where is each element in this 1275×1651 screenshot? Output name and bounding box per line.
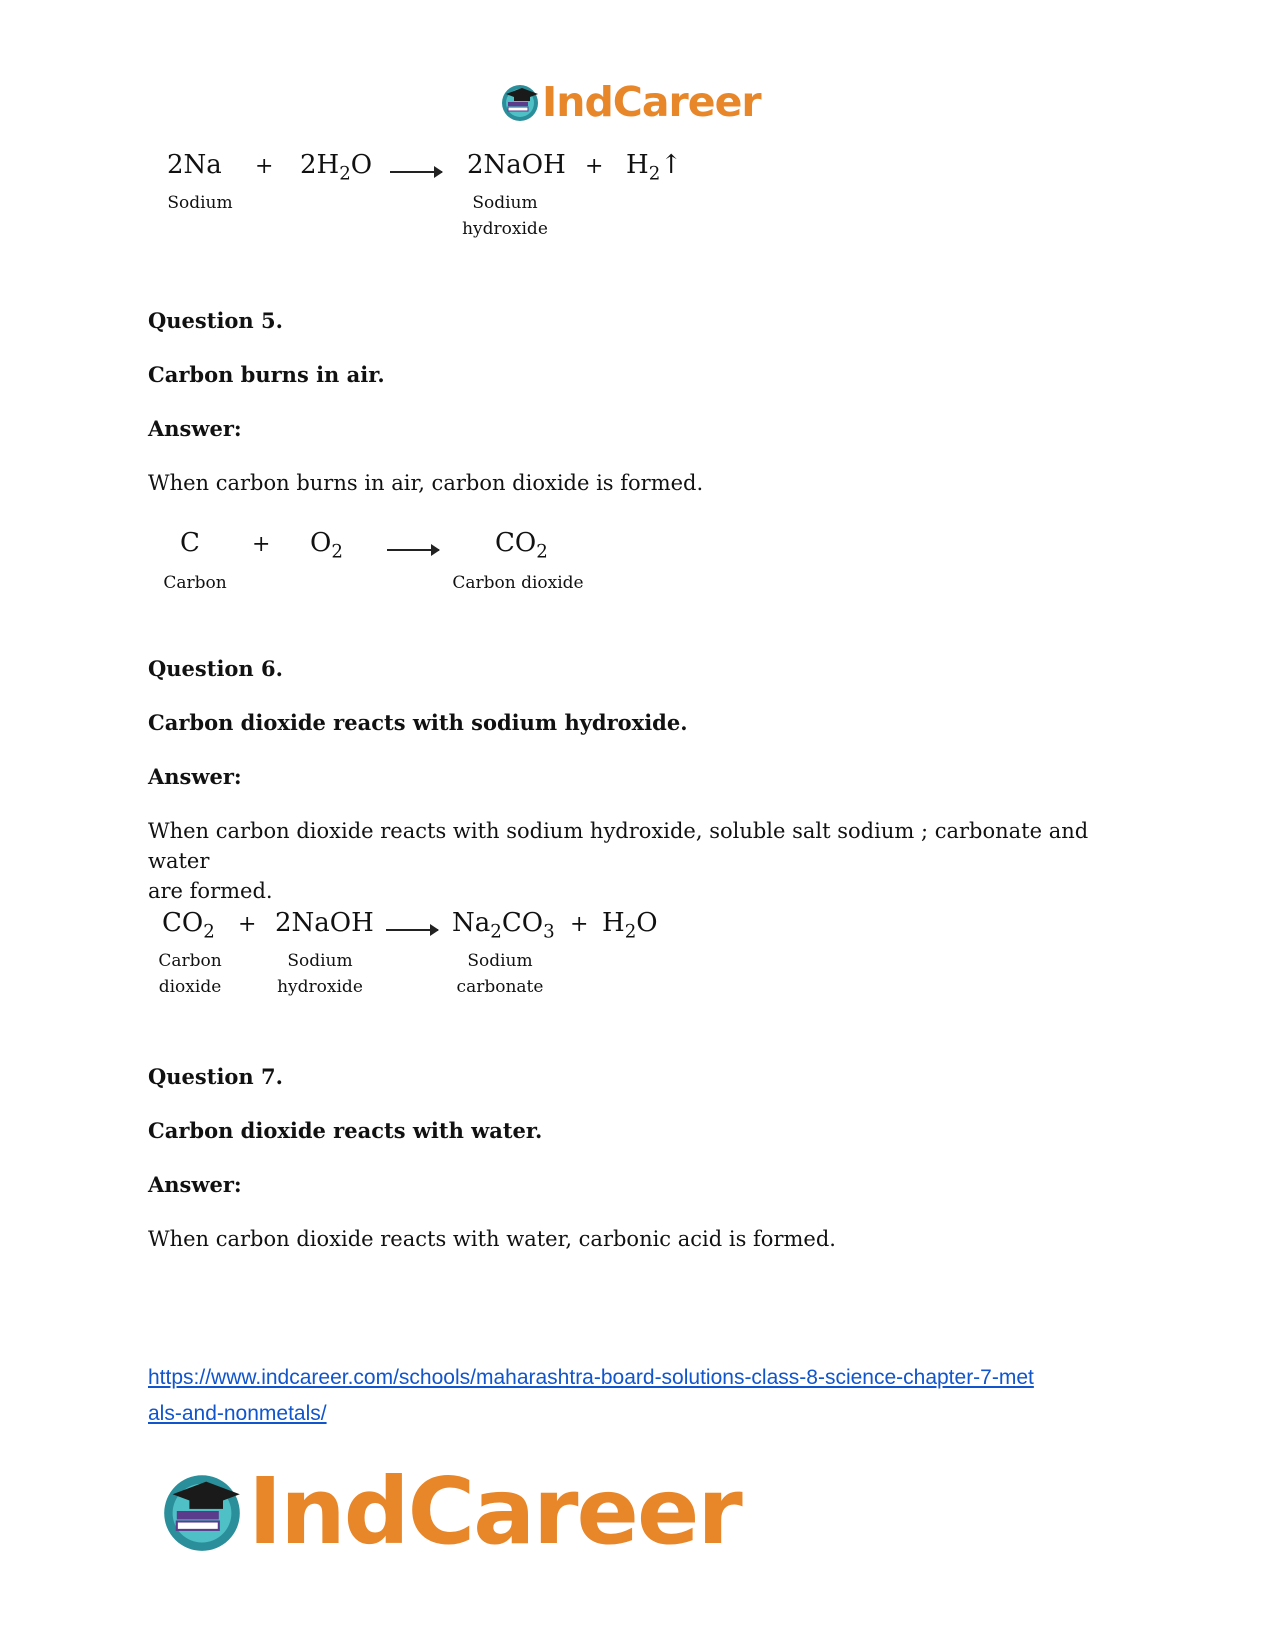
equation-co2-naoh bbox=[150, 908, 670, 1008]
reaction-arrow bbox=[386, 929, 438, 931]
reaction-arrow bbox=[390, 171, 442, 173]
brand-name: IndCareer bbox=[542, 78, 761, 126]
reaction-arrow bbox=[387, 549, 439, 551]
eq-plus: + bbox=[238, 912, 257, 937]
eq-term: $O_2$ bbox=[310, 528, 343, 563]
equation-carbon-oxygen bbox=[150, 528, 650, 598]
eq-label: Carbon dioxide bbox=[452, 573, 584, 593]
answer-label: Answer: bbox=[148, 416, 242, 441]
question-number: Question 7. bbox=[148, 1064, 283, 1089]
question-text: Carbon burns in air. bbox=[148, 362, 385, 387]
eq-label: Carbon dioxide bbox=[158, 951, 222, 997]
question-number: Question 6. bbox=[148, 656, 283, 681]
eq-plus: + bbox=[570, 912, 589, 937]
eq-term: $H_2↑$ bbox=[626, 150, 683, 185]
question-number: Question 5. bbox=[148, 308, 283, 333]
eq-term: 2NaOH bbox=[467, 150, 566, 180]
eq-label: Sodium hydroxide bbox=[277, 951, 363, 997]
indcareer-logo-top bbox=[500, 78, 761, 126]
answer-text: When carbon dioxide reacts with sodium hydroxide, soluble salt sodium ; carbonate and water are formed. bbox=[148, 819, 1089, 903]
graduation-globe-icon bbox=[160, 1469, 244, 1553]
eq-term: C bbox=[180, 528, 200, 558]
question-text: Carbon dioxide reacts with sodium hydroxide. bbox=[148, 710, 688, 735]
eq-plus: + bbox=[255, 154, 274, 179]
eq-term: 2Na bbox=[167, 150, 222, 180]
eq-term: 2NaOH bbox=[275, 908, 374, 938]
brand-name: IndCareer bbox=[248, 1457, 741, 1565]
answer-label: Answer: bbox=[148, 764, 242, 789]
eq-label: Sodium bbox=[167, 193, 233, 213]
eq-term: $H_2O$ bbox=[602, 908, 658, 943]
eq-label: Sodium carbonate bbox=[456, 951, 544, 997]
eq-label: Sodium hydroxide bbox=[462, 193, 548, 239]
eq-plus: + bbox=[585, 154, 604, 179]
eq-label: Carbon bbox=[163, 573, 227, 593]
source-link[interactable]: https://www.indcareer.com/schools/maharashtra-board-solutions-class-8-science-chapter-7-met als-and-nonmetals/ bbox=[148, 1366, 1034, 1425]
indcareer-logo-bottom bbox=[160, 1457, 741, 1565]
answer-text: When carbon dioxide reacts with water, carbonic acid is formed. bbox=[148, 1227, 836, 1251]
answer-label: Answer: bbox=[148, 1172, 242, 1197]
graduation-globe-icon bbox=[500, 82, 540, 122]
eq-term: $CO_2$ bbox=[495, 528, 548, 563]
eq-plus: + bbox=[252, 532, 271, 557]
question-text: Carbon dioxide reacts with water. bbox=[148, 1118, 543, 1143]
eq-term: $2H_2O$ bbox=[300, 150, 373, 185]
answer-text: When carbon burns in air, carbon dioxide is formed. bbox=[148, 471, 704, 495]
eq-term: $Na_2CO_3$ bbox=[452, 908, 555, 943]
eq-term: $CO_2$ bbox=[162, 908, 215, 943]
equation-sodium-water bbox=[150, 150, 710, 250]
